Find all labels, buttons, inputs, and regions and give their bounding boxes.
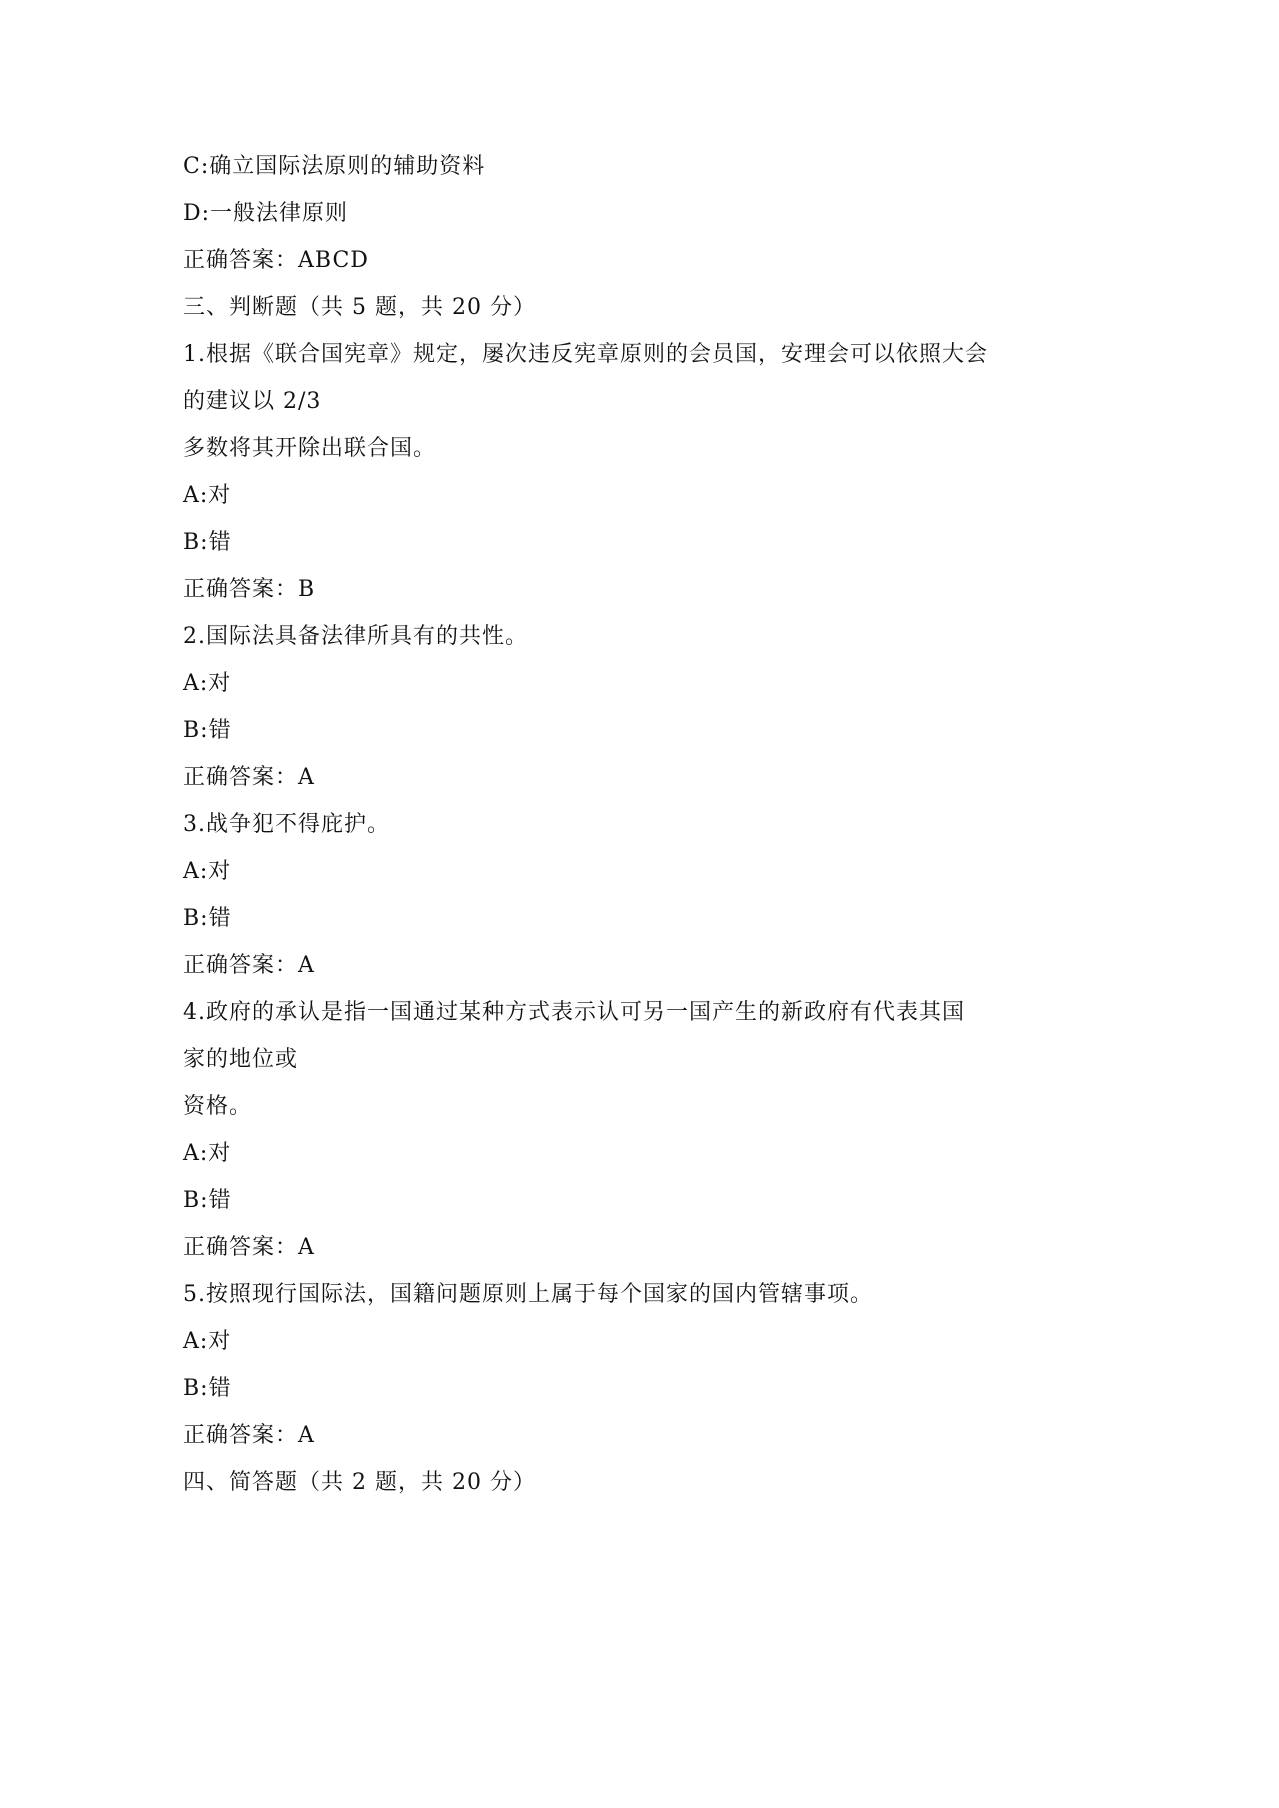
question-2-option-a: A:对 xyxy=(183,671,232,696)
question-4-line-2: 家的地位或 xyxy=(183,1047,299,1072)
question-3-answer: 正确答案：A xyxy=(183,953,315,978)
question-1-line-2: 的建议以 2/3 xyxy=(183,389,322,414)
answer-line: 正确答案：ABCD xyxy=(183,248,369,273)
question-1-answer: 正确答案：B xyxy=(183,577,316,602)
document-page xyxy=(183,143,1043,1506)
question-5-option-b: B:错 xyxy=(183,1376,232,1401)
question-5-option-a: A:对 xyxy=(183,1329,232,1354)
question-4-line-3: 资格。 xyxy=(183,1094,253,1119)
question-1-option-a: A:对 xyxy=(183,483,232,508)
question-3-option-a: A:对 xyxy=(183,859,232,884)
question-1-line-1: 1.根据《联合国宪章》规定，屡次违反宪章原则的会员国，安理会可以依照大会 xyxy=(183,342,988,367)
question-2-answer: 正确答案：A xyxy=(183,765,315,790)
section-heading-judgement: 三、判断题（共 5 题，共 20 分） xyxy=(183,295,536,320)
option-d-line: D:一般法律原则 xyxy=(183,201,349,226)
section-heading-short-answer: 四、简答题（共 2 题，共 20 分） xyxy=(183,1470,536,1495)
question-4-option-a: A:对 xyxy=(183,1141,232,1166)
question-1-option-b: B:错 xyxy=(183,530,232,555)
question-4-line-1: 4.政府的承认是指一国通过某种方式表示认可另一国产生的新政府有代表其国 xyxy=(183,1000,965,1025)
question-3-line-1: 3.战争犯不得庇护。 xyxy=(183,812,390,837)
option-c-line: C:确立国际法原则的辅助资料 xyxy=(183,154,486,179)
question-4-option-b: B:错 xyxy=(183,1188,232,1213)
question-1-line-3: 多数将其开除出联合国。 xyxy=(183,436,437,461)
question-5-line-1: 5.按照现行国际法，国籍问题原则上属于每个国家的国内管辖事项。 xyxy=(183,1282,873,1307)
question-3-option-b: B:错 xyxy=(183,906,232,931)
question-2-option-b: B:错 xyxy=(183,718,232,743)
question-5-answer: 正确答案：A xyxy=(183,1423,315,1448)
question-4-answer: 正确答案：A xyxy=(183,1235,315,1260)
question-2-line-1: 2.国际法具备法律所具有的共性。 xyxy=(183,624,528,649)
